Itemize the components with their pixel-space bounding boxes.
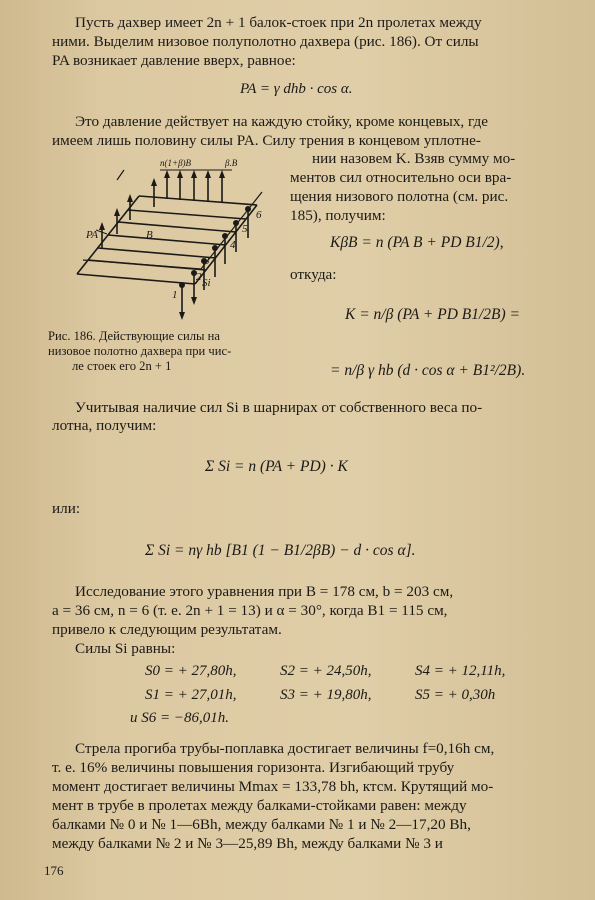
page-number: 176 <box>44 863 64 878</box>
text-line: ментов сил относительно оси вра- <box>290 169 512 186</box>
text-line: a = 36 см, n = 6 (т. е. 2n + 1 = 13) и α = 30°, когда B1 = 115 см, <box>52 602 448 619</box>
force-value: S4 = + 12,11h, <box>415 663 506 679</box>
text-line: или: <box>52 500 81 517</box>
text-line: 185), получим: <box>290 207 386 224</box>
equation-k: K = n/β (PA + PD B1/2B) = <box>345 306 521 323</box>
text-line: момент достигает величины Mmax = 133,78 bh, ктсм. Крутящий мо- <box>52 778 494 795</box>
figure-label: 4 <box>230 239 236 251</box>
text-line: Пусть дахвер имеет 2n + 1 балок-стоек при 2n пролетах между <box>75 14 482 31</box>
figure-label: 1 <box>172 289 178 301</box>
figure-label: 2 <box>196 271 202 283</box>
text-line: Стрела прогиба трубы-поплавка достигает величины f=0,16h см, <box>75 740 495 757</box>
text-line: балками № 0 и № 1—6Bh, между балками № 1 и № 2—17,20 Bh, <box>52 816 471 833</box>
text-line: PA возникает давление вверх, равное: <box>52 52 296 69</box>
text-line: Силы Si равны: <box>75 640 176 657</box>
figure-label: n(1+β)B <box>160 158 192 168</box>
figure-label: β.B <box>225 158 238 168</box>
text-line: между балками № 2 и № 3—25,89 Bh, между балками № 3 и <box>52 835 443 852</box>
text-line: привело к следующим результатам. <box>52 621 282 638</box>
figure-caption: Рис. 186. Действующие силы на <box>48 329 220 343</box>
text-line: имеем лишь половину силы PA. Силу трения в концевом уплотне- <box>52 132 481 149</box>
figure-186-diagram <box>62 152 287 322</box>
equation-sum-si-expanded: Σ Si = nγ hb [B1 (1 − B1/2βB) − d · cos α]. <box>145 542 416 559</box>
text-line: Учитывая наличие сил Si в шарнирах от собственного веса по- <box>75 399 483 416</box>
figure-caption: ле стоек его 2n + 1 <box>72 359 172 373</box>
force-value: и S6 = −86,01h. <box>130 710 229 726</box>
figure-label: 6 <box>256 209 262 221</box>
force-value: S5 = + 0,30h <box>415 687 496 703</box>
text-line: т. е. 16% величины повышения горизонта. Изгибающий трубу <box>52 759 455 776</box>
force-value: S3 = + 19,80h, <box>280 687 372 703</box>
figure-label: 5 <box>242 223 248 235</box>
equation-pa: PA = γ dhb · cos α. <box>240 81 353 97</box>
figure-label: Si <box>202 277 211 289</box>
figure-label: PA <box>86 229 99 241</box>
equation-sum-si: Σ Si = n (PA + PD) · K <box>205 458 348 475</box>
text-line: щения низового полотна (см. рис. <box>290 188 509 205</box>
text-line: Это давление действует на каждую стойку, кроме концевых, где <box>75 113 488 130</box>
text-line: нии назовем K. Взяв сумму мо- <box>312 150 516 167</box>
force-value: S1 = + 27,01h, <box>145 687 237 703</box>
figure-label: 3 <box>204 255 210 267</box>
force-value: S2 = + 24,50h, <box>280 663 372 679</box>
text-line: Исследование этого уравнения при B = 178 см, b = 203 см, <box>75 583 454 600</box>
figure-caption: низовое полотно дахвера при чис- <box>48 344 232 358</box>
figure-label: B <box>146 229 153 241</box>
text-line: мент в трубе в пролетах между балками-стойками равен: между <box>52 797 467 814</box>
force-value: S0 = + 27,80h, <box>145 663 237 679</box>
equation-k-expanded: = n/β γ hb (d · cos α + B1²/2B). <box>330 362 526 379</box>
text-line: лотна, получим: <box>52 417 157 434</box>
text-line: откуда: <box>290 266 337 283</box>
text-line: ними. Выделим низовое полуполотно дахвера (рис. 186). От силы <box>52 33 479 50</box>
equation-kbb: KβB = n (PA B + PD B1/2), <box>330 234 504 251</box>
